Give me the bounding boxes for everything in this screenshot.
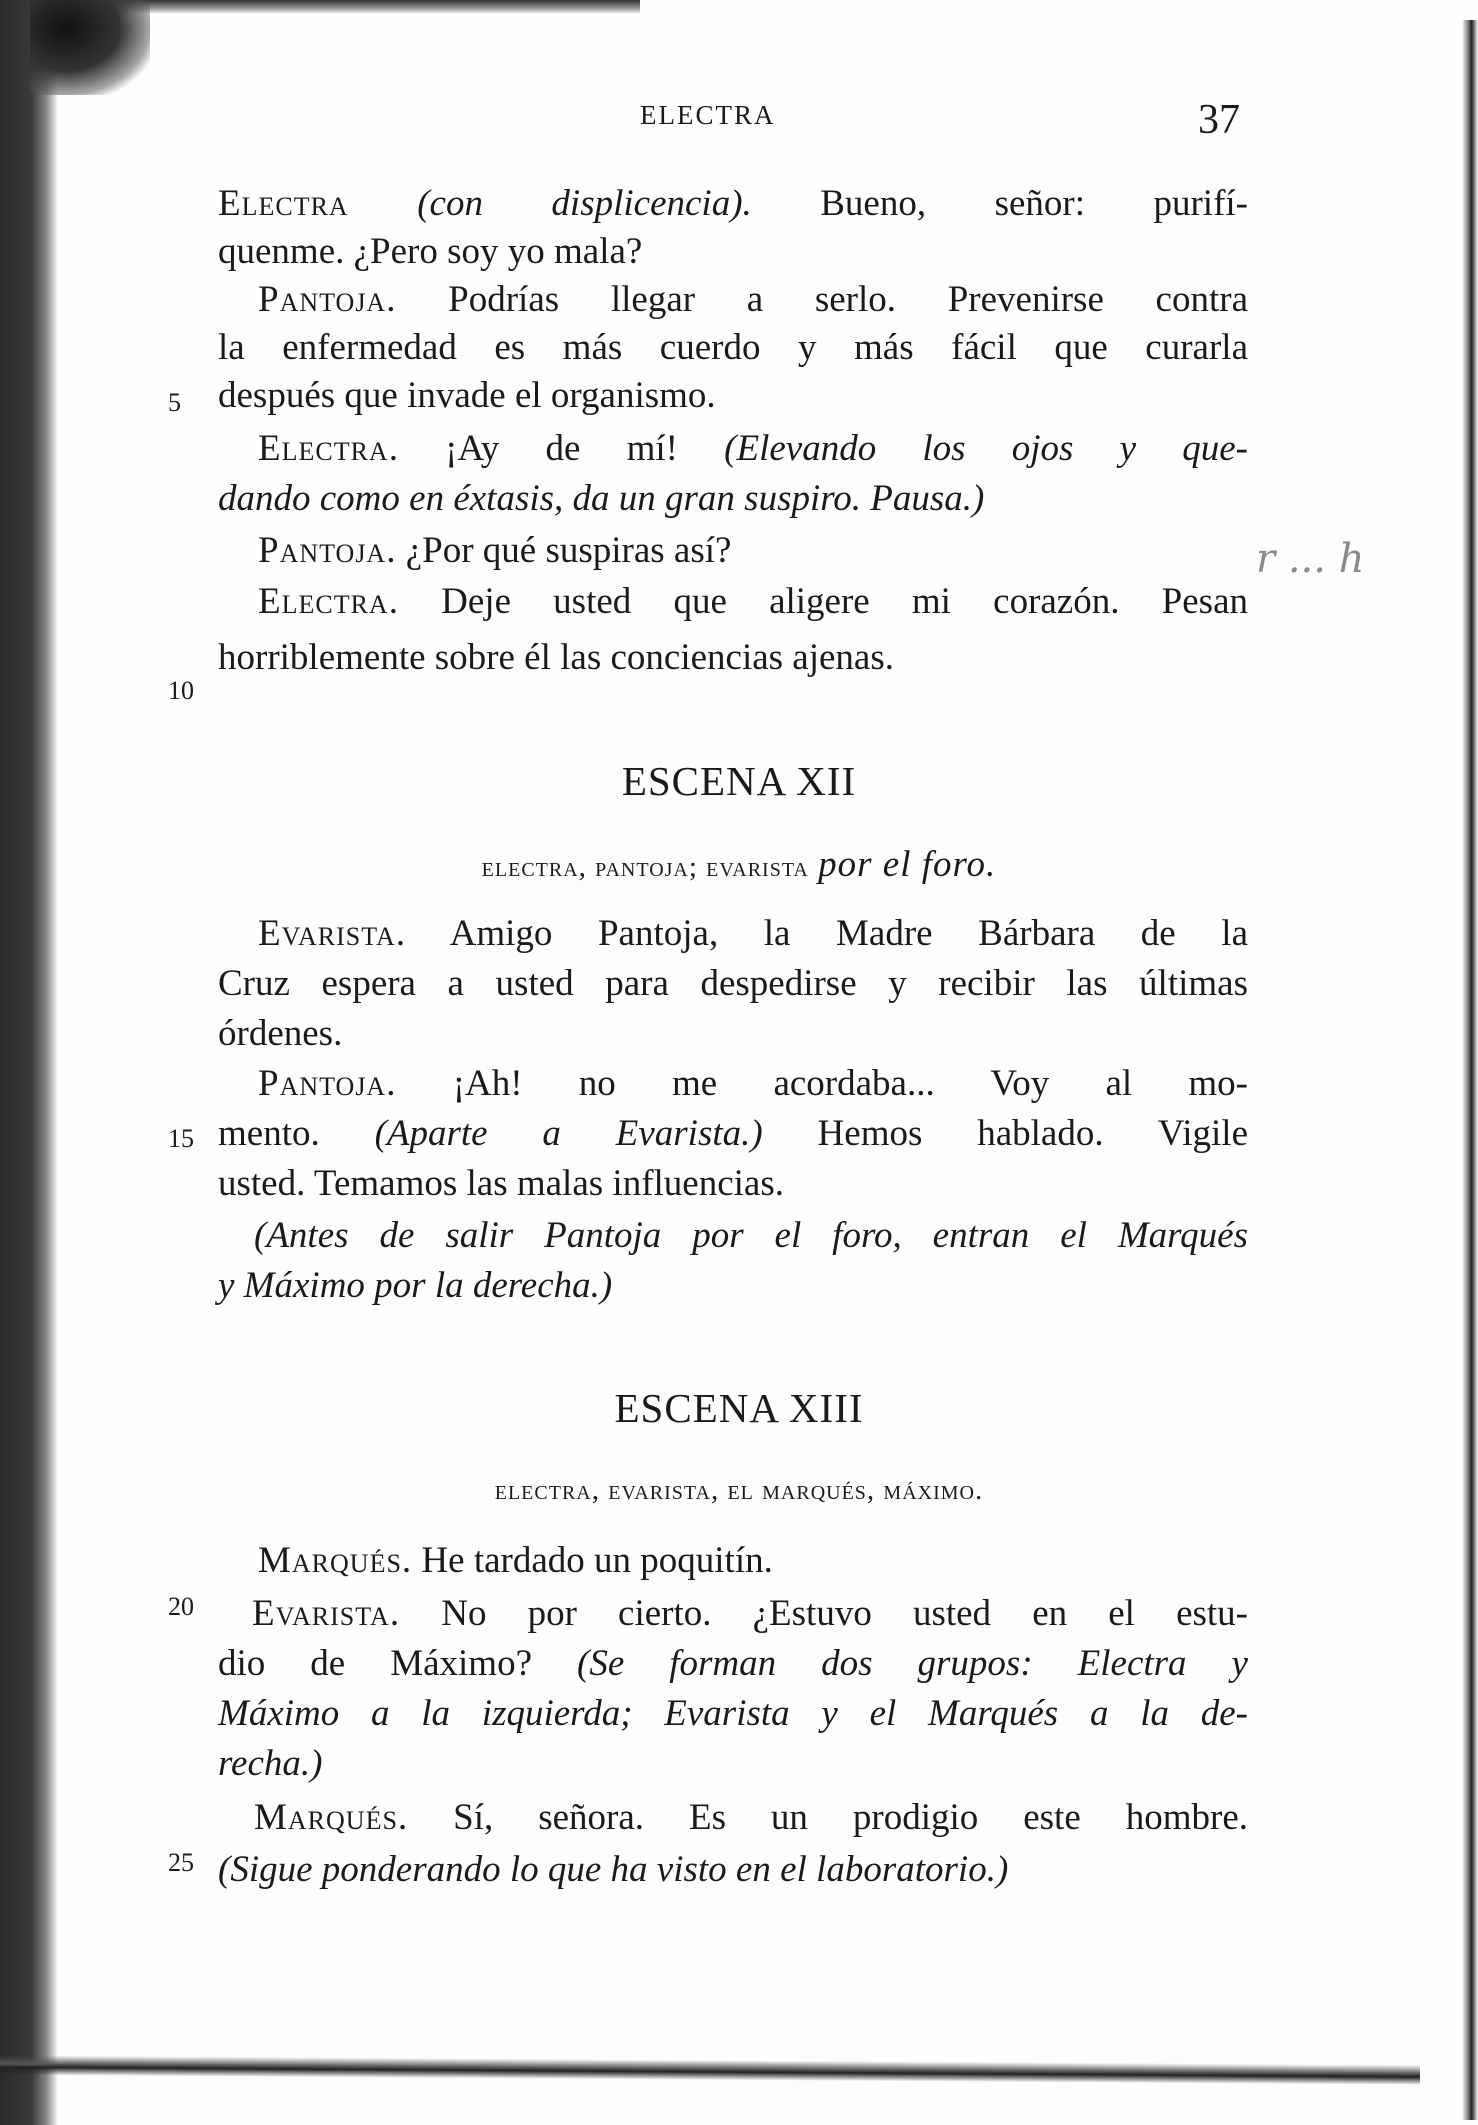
text-line: Evarista. Amigo Pantoja, la Madre Bárbara de la <box>258 913 1248 954</box>
text-line: Marqués. Sí, señora. Es un prodigio este hombre. <box>254 1797 1248 1838</box>
text-line: (Antes de salir Pantoja por el foro, entran el Marqués <box>254 1215 1248 1256</box>
text-line: Electra (con displicencia). Bueno, señor: purifí- <box>218 183 1249 224</box>
text-line: recha.) <box>218 1743 323 1784</box>
text-line: Electra. Deje usted que aligere mi corazón. Pesan <box>258 581 1248 622</box>
scene-heading: ESCENA XII <box>621 758 857 804</box>
text-line: quenme. ¿Pero soy yo mala? <box>218 231 643 272</box>
scene-cast: electra, evarista, el marqués, máximo. <box>494 1474 984 1506</box>
line-number: 15 <box>168 1124 194 1153</box>
text-line: órdenes. <box>218 1013 343 1054</box>
text-line: después que invade el organismo. <box>218 375 716 416</box>
text-line: Pantoja. ¿Por qué suspiras así? <box>258 530 732 571</box>
text-line: Cruz espera a usted para despedirse y recibir las últimas <box>218 963 1248 1004</box>
text-line: Evarista. No por cierto. ¿Estuvo usted en el estu- <box>252 1593 1248 1634</box>
pencil-margin-note: r ... h <box>1256 536 1365 582</box>
text-line: y Máximo por la derecha.) <box>218 1265 613 1306</box>
scene-cast: electra, pantoja; evarista por el foro. <box>481 844 997 885</box>
text-line: Máximo a la izquierda; Evarista y el Marqués a la de- <box>218 1693 1248 1734</box>
text-line: la enfermedad es más cuerdo y más fácil que curarla <box>218 327 1248 368</box>
text-line: mento. (Aparte a Evarista.) Hemos hablado. Vigile <box>218 1113 1248 1154</box>
text-line: Pantoja. ¡Ah! no me acordaba... Voy al mo- <box>258 1063 1248 1104</box>
line-number: 10 <box>168 676 194 705</box>
line-number: 25 <box>168 1848 194 1877</box>
line-number: 5 <box>168 388 181 417</box>
scan-corner-blot <box>30 0 150 95</box>
scan-edge-right <box>1462 20 1478 2120</box>
scene-heading: ESCENA XIII <box>614 1385 864 1431</box>
page-number: 37 <box>1198 97 1240 143</box>
scan-edge-left <box>0 0 58 2125</box>
text-line: dando como en éxtasis, da un gran suspiro. Pausa.) <box>218 478 985 519</box>
running-header: ELECTRA <box>640 100 776 130</box>
scan-edge-bottom <box>0 2055 1420 2085</box>
text-line: Marqués. He tardado un poquitín. <box>258 1540 773 1581</box>
line-number: 20 <box>168 1592 194 1621</box>
text-line: Electra. ¡Ay de mí! (Elevando los ojos y que- <box>258 428 1248 469</box>
text-line: horriblemente sobre él las conciencias ajenas. <box>218 637 894 678</box>
text-line: dio de Máximo? (Se forman dos grupos: Electra y <box>218 1643 1248 1684</box>
text-line: Pantoja. Podrías llegar a serlo. Prevenirse contra <box>258 279 1248 320</box>
text-line: usted. Temamos las malas influencias. <box>218 1163 784 1204</box>
text-line: (Sigue ponderando lo que ha visto en el laboratorio.) <box>218 1849 1009 1890</box>
